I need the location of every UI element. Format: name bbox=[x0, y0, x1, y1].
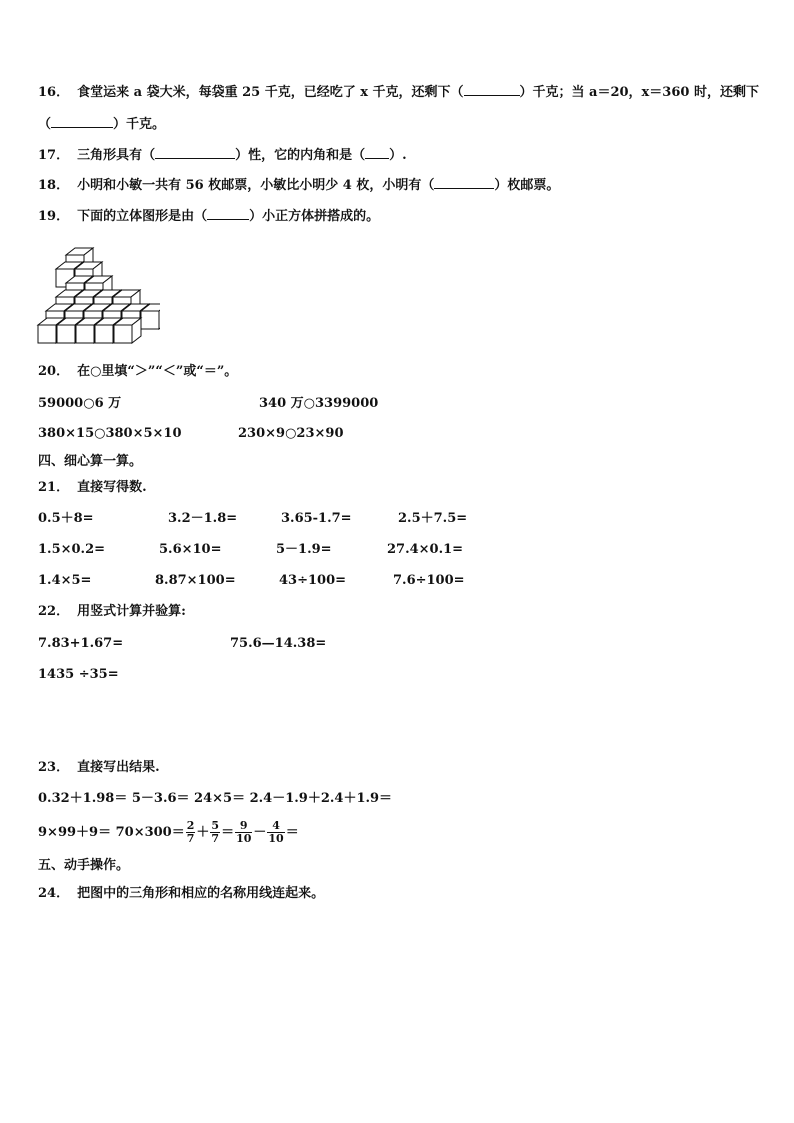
question-16-line-1 bbox=[38, 84, 759, 101]
cube-front-face bbox=[114, 325, 132, 343]
compare-item: 380×15○380×5×10 bbox=[38, 426, 182, 441]
compare-item: 59000○6 万 bbox=[38, 396, 122, 411]
question-number: 19． bbox=[38, 209, 70, 224]
operator: － bbox=[253, 825, 267, 840]
operator: ＋ bbox=[196, 825, 210, 840]
question-text: 在○里填“＞”“＜”或“＝”。 bbox=[77, 364, 238, 379]
question-19 bbox=[38, 208, 379, 225]
question-text: ）小正方体拼搭成的。 bbox=[249, 209, 380, 224]
calc-item: 43÷100= bbox=[279, 573, 347, 588]
question-text: ）千克。 bbox=[113, 117, 166, 132]
question-text: ）性，它的内角和是（ bbox=[235, 148, 366, 163]
result-row-2 bbox=[38, 818, 299, 848]
answer-blank[interactable] bbox=[464, 84, 520, 96]
vertical-calc-item: 75.6—14.38= bbox=[230, 636, 327, 651]
calc-item: 2.5＋7.5= bbox=[398, 511, 468, 526]
calc-item: 5－1.9= bbox=[276, 542, 332, 557]
cube-front-face bbox=[141, 311, 159, 329]
fraction: $\frac{2}{7}$ bbox=[186, 819, 195, 845]
calc-item: 3.2－1.8= bbox=[168, 511, 238, 526]
operator: ＝ bbox=[285, 825, 299, 840]
fraction: $\frac{5}{7}$ bbox=[211, 819, 220, 845]
question-text: 小明和小敏一共有 56 枚邮票，小敏比小明少 4 枚，小明有（ bbox=[77, 178, 435, 193]
answer-blank[interactable] bbox=[434, 177, 494, 189]
cube-front-face bbox=[57, 325, 75, 343]
question-text: （ bbox=[38, 117, 52, 132]
question-text: 直接写出结果. bbox=[77, 760, 160, 775]
fraction: $\frac{4}{10}$ bbox=[268, 819, 284, 845]
calc-item: 0.5＋8= bbox=[38, 511, 94, 526]
question-text: ）. bbox=[389, 148, 407, 163]
calc-item: 1.5×0.2= bbox=[38, 542, 106, 557]
calc-item: 1.4×5= bbox=[38, 573, 92, 588]
compare-item: 230×9○23×90 bbox=[238, 426, 344, 441]
answer-blank[interactable] bbox=[365, 147, 389, 159]
question-text: 下面的立体图形是由（ bbox=[77, 209, 208, 224]
cube-front-face bbox=[95, 325, 113, 343]
question-number: 18． bbox=[38, 178, 70, 193]
section-heading-4: 四、细心算一算。 bbox=[38, 454, 143, 469]
question-number: 23． bbox=[38, 760, 70, 775]
calc-item: 7.6÷100= bbox=[393, 573, 465, 588]
compare-item: 340 万○3399000 bbox=[259, 396, 379, 411]
question-text: ）千克；当 a＝20，x＝360 时，还剩下 bbox=[519, 85, 759, 100]
question-number: 17． bbox=[38, 148, 70, 163]
answer-blank[interactable] bbox=[51, 116, 113, 128]
question-22 bbox=[38, 604, 186, 620]
cube-front-face bbox=[76, 325, 94, 343]
calc-item: 3.65-1.7= bbox=[281, 511, 352, 526]
vertical-calc-item: 7.83+1.67= bbox=[38, 636, 124, 651]
answer-blank[interactable] bbox=[155, 147, 235, 159]
question-17 bbox=[38, 147, 407, 164]
answer-blank[interactable] bbox=[207, 208, 249, 220]
vertical-calc-item: 1435 ÷35= bbox=[38, 667, 119, 682]
question-text: 直接写得数. bbox=[77, 480, 147, 495]
question-number: 21． bbox=[38, 480, 70, 495]
section-heading-5: 五、动手操作。 bbox=[38, 858, 130, 873]
question-number: 24． bbox=[38, 886, 70, 901]
question-16-line-2 bbox=[38, 116, 165, 133]
calc-item: 27.4×0.1= bbox=[387, 542, 464, 557]
question-text: 用竖式计算并验算: bbox=[77, 604, 186, 619]
operator: ＝ bbox=[221, 825, 235, 840]
question-text: 三角形具有（ bbox=[77, 148, 156, 163]
fraction: $\frac{9}{10}$ bbox=[236, 819, 252, 845]
cube-stack-figure bbox=[36, 247, 160, 345]
question-20 bbox=[38, 364, 237, 380]
calc-item: 8.87×100= bbox=[155, 573, 236, 588]
question-text: ）枚邮票。 bbox=[494, 178, 560, 193]
question-24 bbox=[38, 886, 324, 902]
question-23 bbox=[38, 760, 160, 776]
question-18 bbox=[38, 177, 559, 194]
question-text: 食堂运来 a 袋大米，每袋重 25 千克，已经吃了 x 千克，还剩下（ bbox=[77, 85, 464, 100]
question-text: 把图中的三角形和相应的名称用线连起来。 bbox=[77, 886, 325, 901]
question-number: 22． bbox=[38, 604, 70, 619]
calc-item: 5.6×10= bbox=[159, 542, 222, 557]
question-21 bbox=[38, 480, 147, 496]
cube-front-face bbox=[38, 325, 56, 343]
result-text: 9×99＋9＝ 70×300＝ bbox=[38, 825, 185, 840]
result-row-1: 0.32＋1.98＝ 5－3.6＝ 24×5＝ 2.4－1.9＋2.4＋1.9＝ bbox=[38, 791, 393, 806]
question-number: 20． bbox=[38, 364, 70, 379]
question-number: 16． bbox=[38, 85, 70, 100]
